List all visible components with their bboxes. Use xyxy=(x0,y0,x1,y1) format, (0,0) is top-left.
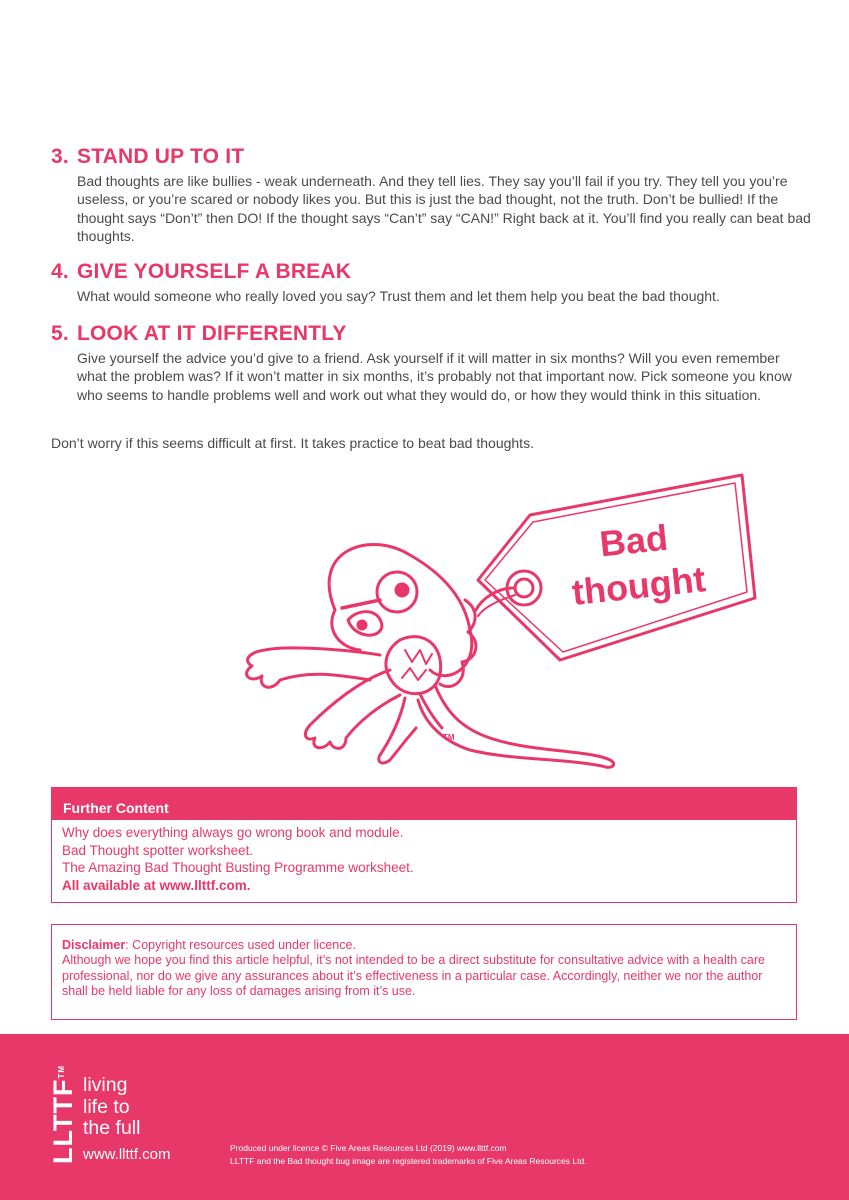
section-look-at-it-differently xyxy=(51,322,811,404)
section-number: 4. xyxy=(51,260,69,283)
bug-tail xyxy=(418,685,614,767)
section-heading xyxy=(51,260,811,284)
further-content-availability: All available at www.llttf.com. xyxy=(62,877,251,893)
logo-letters: LLTTF xyxy=(48,1078,78,1164)
section-body: Bad thoughts are like bullies - weak underneath. And they tell lies. They say you’ll fail if you try. They tell you you’re useless, or you’re scared or nobody likes you. But this is just the bad thought, not the truth. Don’t be bullied! If the thought says “Don’t” then DO! If the thought says “Can’t” say “CAN!” Right back at it. You’ll find you really can beat bad thoughts. xyxy=(77,173,811,244)
closing-text: Don’t worry if this seems difficult at first. It takes practice to beat bad thoughts. xyxy=(51,435,534,451)
bug-arm-left xyxy=(247,648,380,687)
further-content-heading: Further Content xyxy=(52,788,796,820)
logo-line: the full xyxy=(83,1117,141,1139)
bug-mouth xyxy=(386,637,441,694)
disclaimer-box xyxy=(51,924,797,1020)
section-body: What would someone who really loved you say? Trust them and let them help you beat the bad thought. xyxy=(77,288,720,304)
further-content-item: Bad Thought spotter worksheet. xyxy=(62,842,254,858)
further-content-item: Why does everything always go wrong book and module. xyxy=(62,825,404,840)
disclaimer-licence: : Copyright resources used under licence. xyxy=(125,938,356,952)
disclaimer-label: Disclaimer xyxy=(62,938,126,952)
logo-tm: TM xyxy=(57,1064,66,1079)
further-content-item: The Amazing Bad Thought Busting Programme worksheet. xyxy=(62,860,414,875)
bug-head xyxy=(329,544,472,675)
tag-text-line2: thought xyxy=(569,558,708,613)
section-number: 5. xyxy=(51,322,69,345)
logo-line: life to xyxy=(83,1095,130,1118)
footer-url-link[interactable]: www.llttf.com xyxy=(83,1146,171,1163)
section-stand-up-to-it xyxy=(51,145,811,245)
section-body: Give yourself the advice you’d give to a friend. Ask yourself if it will matter in six months? Will you even remember what the problem was? If it won’t matter in six months, it’s probably not that important now. Pick someone you know who seems to handle problems well and work out what they would do, or how they would think in this situation. xyxy=(77,350,792,403)
further-content-box xyxy=(51,787,797,903)
tag-text-line1: Bad xyxy=(597,516,670,565)
bug-arm-right xyxy=(305,670,400,748)
trademark-mark: TM xyxy=(443,733,455,742)
disclaimer-text: Although we hope you find this article helpful, it’s not intended to be a direct substitute for consultative advice with a health care professional, nor do we give any assurances about it’s effectiveness in a particular case. Accordingly, neither we nor the author shall be held liable for any loss of damages arising from it’s use. xyxy=(62,953,765,999)
section-number: 3. xyxy=(51,145,69,168)
bug-leg xyxy=(379,698,416,763)
disclaimer-first-line xyxy=(62,938,786,953)
section-title: LOOK AT IT DIFFERENTLY xyxy=(77,322,347,345)
logo-tagline xyxy=(83,1075,140,1140)
section-title: STAND UP TO IT xyxy=(77,145,245,168)
credit-line: Produced under licence © Five Areas Resources Ltd (2019) www.llttf.com xyxy=(230,1143,507,1153)
logo-line: living xyxy=(83,1074,128,1096)
bad-thought-bug-illustration xyxy=(230,470,760,780)
section-title: GIVE YOURSELF A BREAK xyxy=(77,260,352,283)
footer-credits xyxy=(230,1142,587,1168)
credit-line: LLTTF and the Bad thought bug image are registered trademarks of Five Areas Resources Ltd. xyxy=(230,1156,587,1166)
llttf-logo-letters xyxy=(50,1065,77,1164)
section-heading xyxy=(51,322,811,346)
section-give-yourself-a-break xyxy=(51,260,811,305)
section-heading xyxy=(51,145,811,169)
